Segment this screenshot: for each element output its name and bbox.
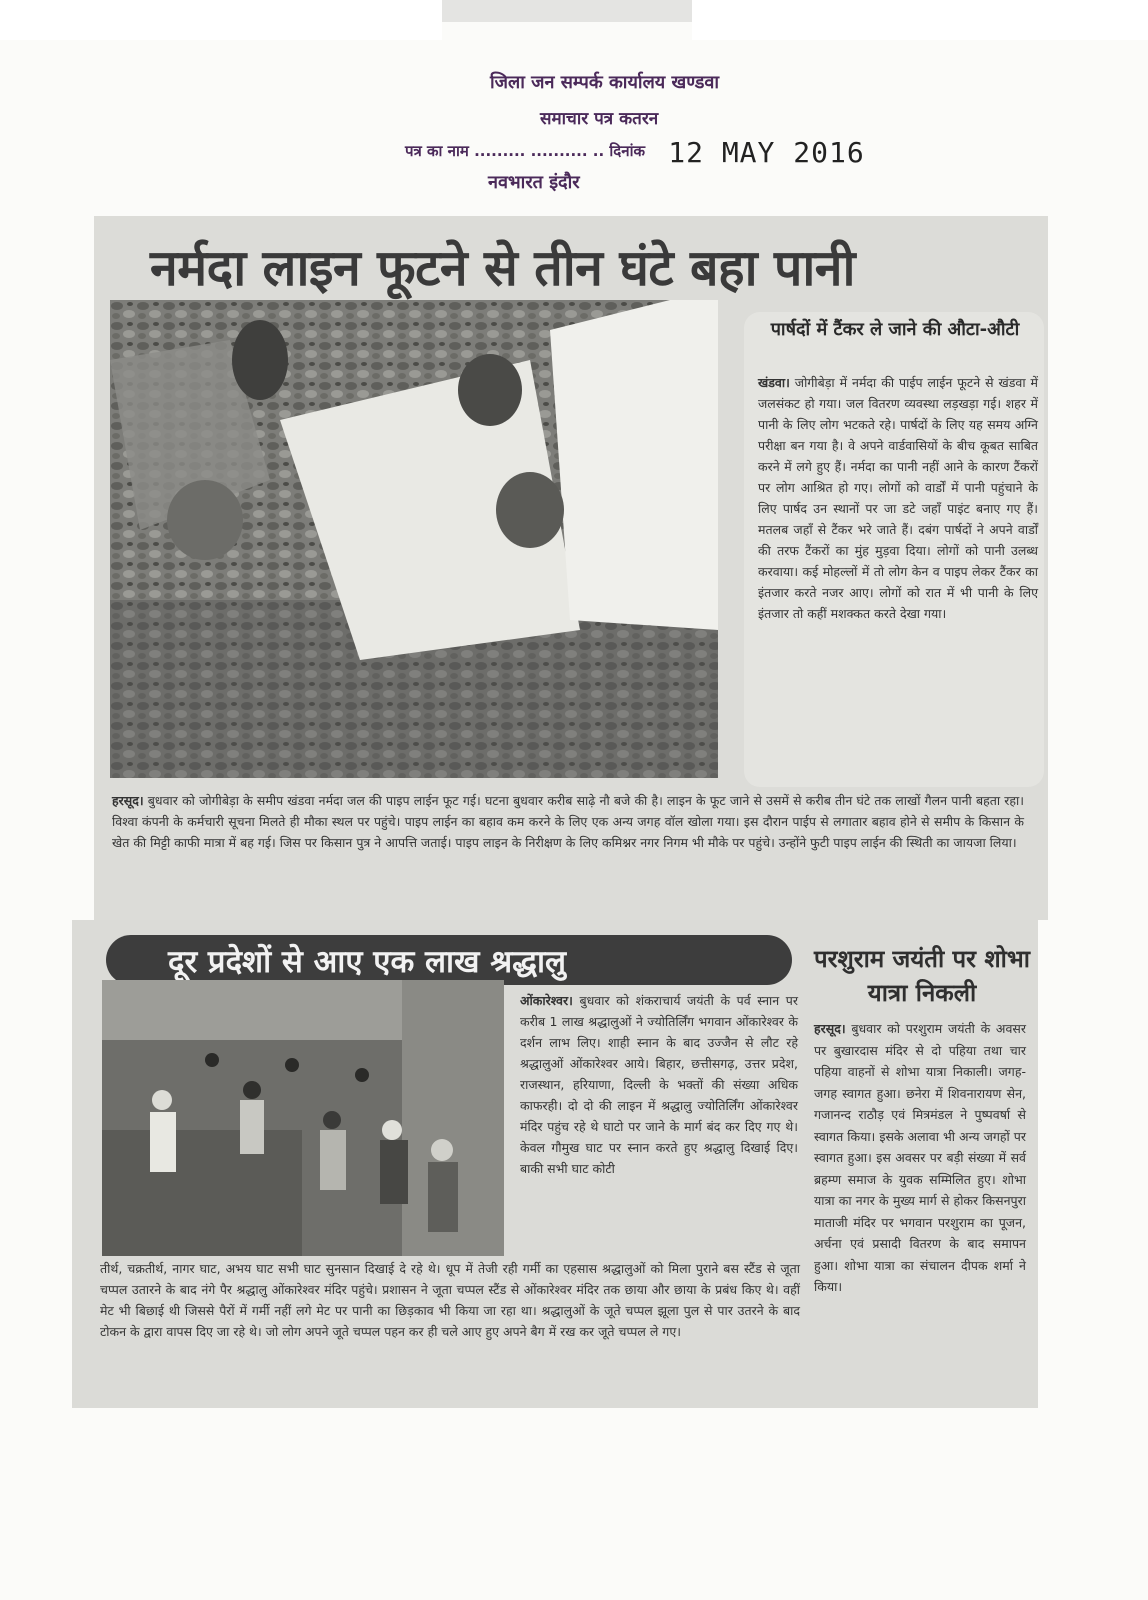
stamp-office: जिला जन सम्पर्क कार्यालय खण्डवा	[490, 72, 720, 93]
stamp-date: 12 MAY 2016	[668, 136, 865, 169]
article3-lead: हरसूद।	[814, 1021, 846, 1036]
article1-headline: नर्मदा लाइन फूटने से तीन घंटे बहा पानी	[150, 239, 855, 297]
article2-headline: दूर प्रदेशों से आए एक लाख श्रद्धालु	[168, 944, 567, 980]
stamp-paper-name: नवभारत इंदौर	[488, 172, 580, 193]
sidebox-body: जोगीबेड़ा में नर्मदा की पाईप लाईन फूटने से खंडवा में जलसंकट हो गया। जल वितरण व्यवस्था लड़खड़ा गई। शहर में पानी के लिए लोग भटकते रहे। पार्षदों के लिए यह समय अग्नि परीक्षा बन गया है। वे अपने वार्डवासियों के बीच कूबत साबित करने में लगे हुए हैं। नर्मदा का पानी नहीं आने के कारण टैंकरों पर लोग आश्रित हो गए। लोगों को वार्डों में पानी पहुंचाने के लिए पार्षद उन स्थानों पर जा डटे जहाँ पाइंट बनाए गए हैं। मतलब जहाँ से टैंकर भरे जाते हैं। दबंग पार्षदों ने अपने वार्डों की तरफ टैंकरों का मुंह मुड़वा दिया। लोगों को पानी उलब्ध करवाया। कई मोहल्लों में तो लोग केन व पाइप लेकर टैंकर का इंतजार करते नजर आए। लोगों को रात में भी पानी के लिए इंतजार तो कहीं मशक्कत करते देखा गया।	[758, 375, 1038, 621]
article1-lead: हरसूद।	[112, 793, 144, 808]
sidebox-lead: खंडवा।	[758, 375, 790, 390]
article1-text	[112, 790, 1024, 853]
stamp-dots: ......... .......... ..	[474, 142, 605, 160]
stamp-paper-name-label: पत्र का नाम	[405, 142, 469, 160]
devotees-photo	[102, 980, 504, 1256]
scan-margin-left	[0, 0, 442, 40]
sidebox-headline: पार्षदों में टैंकर ले जाने की औटा-औटी	[770, 319, 1020, 340]
scan-margin-right	[692, 0, 1148, 40]
stamp-paper-date-row	[405, 130, 865, 169]
stamp-date-label: दिनांक	[609, 142, 646, 160]
article2-body-bottom: तीर्थ, चक्रतीर्थ, नागर घाट, अभय घाट सभी घाट सुनसान दिखाई दे रहे थे। धूप में तेजी रही गर्मी का एहसास श्रद्धालुओं को मिला पुराने बस स्टैंड से जूता चप्पल उतारने के बाद नंगे पैर श्रद्धालु ओंकारेश्वर मंदिर पहुंचे। प्रशासन ने जूता चप्पल स्टैंड से ओंकारेश्वर मंदिर तक छाया और छाया के प्रबंध किए थे। वहीं मेट भी बिछाई थी जिससे पैरों में गर्मी नहीं लगे मेट पर पानी का छिड़काव भी किया जा रहा था। श्रद्धालुओं के जूते चप्पल झूला पुल से पार उतरने के बाद टोकन के द्वारा वापस दिए जा रहे थे। जो लोग अपने जूते चप्पल पहन कर ही चले आए हुए अपने बैग में रख कर जूते चप्पल ले गए।	[100, 1261, 800, 1339]
article3-headline: परशुराम जयंती पर शोभा यात्रा निकली	[814, 945, 1030, 1007]
pipeline-photo	[110, 300, 718, 778]
article2-body-top: बुधवार को शंकराचार्य जयंती के पर्व स्नान पर करीब 1 लाख श्रद्धालुओं ने ज्योतिर्लिंग भगवान ओंकारेश्वर के दर्शन लाभ लिए। शाही स्नान के बाद उज्जैन से लौट रहे श्रद्धालुओं ओंकारेश्वर आये। बिहार, छत्तीसगढ़, उत्तर प्रदेश, राजस्थान, हरियाणा, दिल्ली के भक्तों की संख्या अधिक काफरही। दो दो की लाइन में श्रद्धालु ज्योतिर्लिंग ओंकारेश्वर मंदिर पहुंच रहे थे घाटो पर जाने के मार्ग बंद कर दिए गए थे। केवल गौमुख घाट पर स्नान करते हुए श्रद्धालु दिखाई दिए। बाकी सभी घाट कोटी	[520, 993, 798, 1176]
sidebox-text	[758, 372, 1038, 624]
article2-text-top	[520, 990, 798, 1179]
article3-text	[814, 1018, 1026, 1298]
article3-body: बुधवार को परशुराम जयंती के अवसर पर बुखारदास मंदिर से दो पहिया तथा चार पहिया वाहनों से शोभा यात्रा निकाली। जगह-जगह स्वागत हुआ। छनेरा में शिवनारायण सेन, गजानन्द राठौड़ एवं मित्रमंडल ने पुष्पवर्षा से स्वागत किया। इसके अलावा भी अन्य जगहों पर स्वागत हुआ। इस अवसर पर बड़ी संख्या में सर्व ब्रहम्ण समाज के युवक सम्मिलित हुए। शोभा यात्रा का नगर के मुख्य मार्ग से होकर किसनपुरा माताजी मंदिर पर भगवान परशुराम का पूजन, अर्चना एवं प्रसादी वितरण के बाद समापन हुआ। शोभा यात्रा का संचालन दीपक शर्मा ने किया।	[814, 1021, 1026, 1294]
article1-body: बुधवार को जोगीबेड़ा के समीप खंडवा नर्मदा जल की पाइप लाईन फूट गई। घटना बुधवार करीब साढ़े नौ बजे की है। लाइन के फूट जाने से उसमें से करीब तीन घंटे तक लाखों गैलन पानी बहता रहा। विश्वा कंपनी के कर्मचारी सूचना मिलते ही मौका स्थल पर पहुंचे। पाइप लाईन का बहाव कम करने के लिए एक अन्य जगह वॉल खोला गया। इस दौरान पाईप से लगातार बहाव होने से समीप के किसान के खेत की मिट्टी काफी मात्रा में बह गई। जिस पर किसान पुत्र ने आपत्ति जताई। पाइप लाइन के निरीक्षण के लिए कमिश्नर नगर निगम भी मौके पर पहुंचे। उन्होंने फुटी पाइप लाईन की स्थिती का जायजा लिया।	[112, 793, 1024, 850]
stamp-clipping-label: समाचार पत्र कतरन	[540, 109, 659, 129]
article2-lead: ओंकारेश्वर।	[520, 993, 573, 1008]
scan-edge	[442, 0, 692, 22]
